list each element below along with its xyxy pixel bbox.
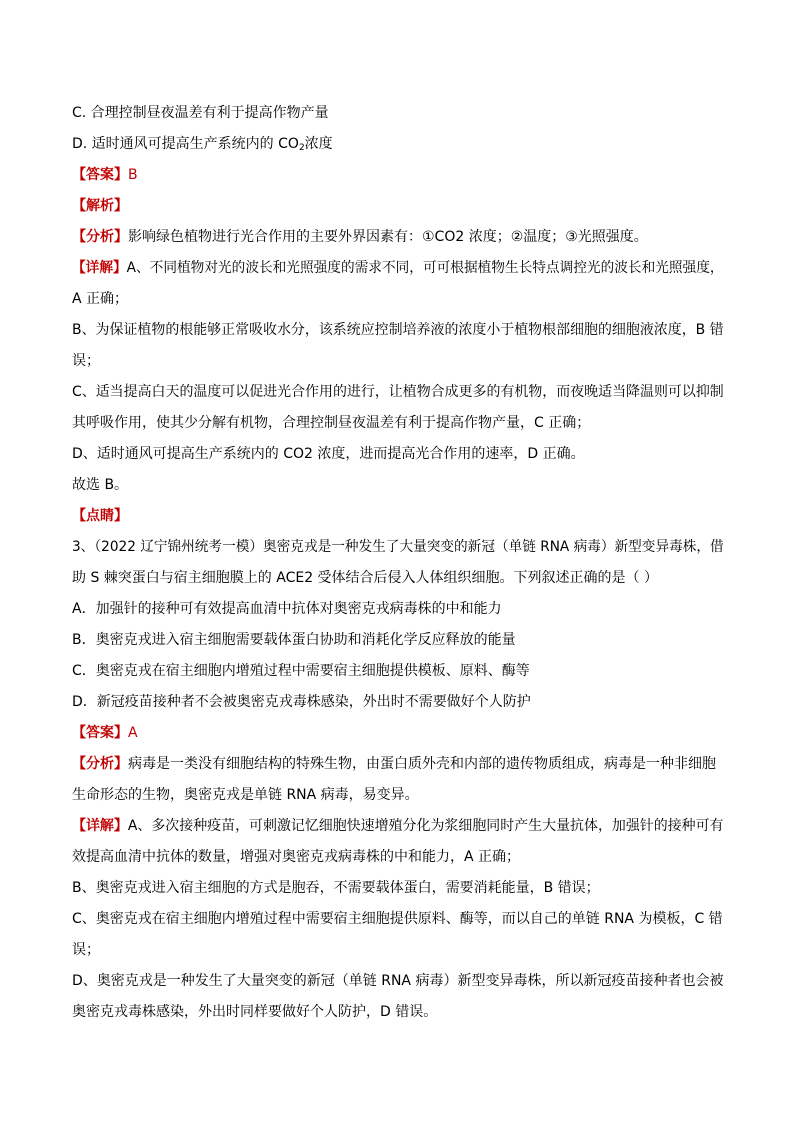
q3-stem-2: 助 S 棘突蛋白与宿主细胞膜上的 ACE2 受体结合后侵入人体组织细胞。下列叙述正确的是（ ） (72, 570, 658, 586)
q3-option-b: B．奥密克戎进入宿主细胞需要载体蛋白协助和消耗化学反应释放的能量 (72, 632, 516, 648)
fenxi-tag: 【分析】 (72, 756, 128, 772)
q3-xiangjie-a-2: 效提高血清中抗体的数量，增强对奥密克戎病毒株的中和能力，A 正确； (72, 849, 521, 865)
q3-xiangjie-d-2: 奥密克戎毒株感染，外出时同样要做好个人防护，D 错误。 (72, 1004, 438, 1020)
jiexi-tag: 【解析】 (72, 198, 128, 214)
q2-dianjing (72, 501, 724, 532)
q2-option-d: D. 适时通风可提高生产系统内的 $CO_2$浓度 (72, 136, 333, 153)
q2-xiangjie-d: D、适时通风可提高生产系统内的 CO2 浓度，进而提高光合作用的速率，D 正确。 (72, 446, 585, 462)
q3-xiangjie-c-2: 误； (72, 942, 100, 958)
q2-conclusion: 故选 B。 (72, 477, 129, 493)
q3-option-c: C．奥密克戎在宿主细胞内增殖过程中需要宿主细胞提供模板、原料、酶等 (72, 663, 530, 679)
answer-tag: 【答案】 (72, 167, 128, 183)
fenxi-tag: 【分析】 (72, 229, 128, 245)
q2-xiangjie-c-2: 其呼吸作用，使其少分解有机物，合理控制昼夜温差有利于提高作物产量，C 正确； (72, 415, 591, 431)
q2-xiangjie-a-1: 【详解】A、不同植物对光的波长和光照强度的需求不同，可可根据植物生长特点调控光的波长和光照强度， (72, 260, 724, 276)
q2-xiangjie-b-2: 误； (72, 353, 100, 369)
q3-xiangjie-c-1: C、奥密克戎在宿主细胞内增殖过程中需要宿主细胞提供原料、酶等，而以自己的单链 RNA 为模板，C 错 (72, 911, 723, 927)
q3-option-d: D．新冠疫苗接种者不会被奥密克戎毒株感染，外出时不需要做好个人防护 (72, 694, 531, 710)
q2-xiangjie-c-1: C、适当提高白天的温度可以促进光合作用的进行，让植物合成更多的有机物，而夜晚适当降温则可以抑制 (72, 384, 724, 400)
q3-xiangjie-a-1: 【详解】A、多次接种疫苗，可刺激记忆细胞快速增殖分化为浆细胞同时产生大量抗体，加强针的接种可有 (72, 818, 724, 834)
document-body (72, 98, 724, 1028)
q3-answer (72, 718, 724, 749)
xiangjie-tag: 【详解】 (72, 260, 127, 276)
answer-value: B (128, 167, 138, 183)
dianjing-tag: 【点睛】 (72, 508, 128, 524)
q3-fenxi-1: 【分析】病毒是一类没有细胞结构的特殊生物，由蛋白质外壳和内部的遗传物质组成，病毒是一种非细胞 (72, 756, 716, 772)
q2-xiangjie-b-1: B、为保证植物的根能够正常吸收水分，该系统应控制培养液的浓度小于植物根部细胞的细胞液浓度，B 错 (72, 322, 724, 338)
q2-answer (72, 160, 724, 191)
xiangjie-tag: 【详解】 (72, 818, 128, 834)
q3-fenxi-2: 生命形态的生物，奥密克戎是单链 RNA 病毒，易变异。 (72, 787, 419, 803)
q2-jiexi (72, 191, 724, 222)
q3-stem-1: 3、（2022 辽宁锦州统考一模）奥密克戎是一种发生了大量突变的新冠（单链 RNA 病毒）新型变异毒株，借 (72, 539, 724, 555)
answer-value: A (128, 725, 138, 741)
q2-option-c: C. 合理控制昼夜温差有利于提高作物产量 (72, 105, 329, 121)
answer-tag: 【答案】 (72, 725, 128, 741)
q3-xiangjie-d-1: D、奥密克戎是一种发生了大量突变的新冠（单链 RNA 病毒）新型变异毒株，所以新冠疫苗接种者也会被 (72, 973, 724, 989)
q3-xiangjie-b: B、奥密克戎进入宿主细胞的方式是胞吞，不需要载体蛋白，需要消耗能量，B 错误； (72, 880, 600, 896)
q2-xiangjie-a-2: A 正确； (72, 291, 129, 307)
q3-option-a: A．加强针的接种可有效提高血清中抗体对奥密克戎病毒株的中和能力 (72, 601, 502, 617)
q2-fenxi: 【分析】影响绿色植物进行光合作用的主要外界因素有：①CO2 浓度；②温度；③光照强度。 (72, 229, 648, 245)
